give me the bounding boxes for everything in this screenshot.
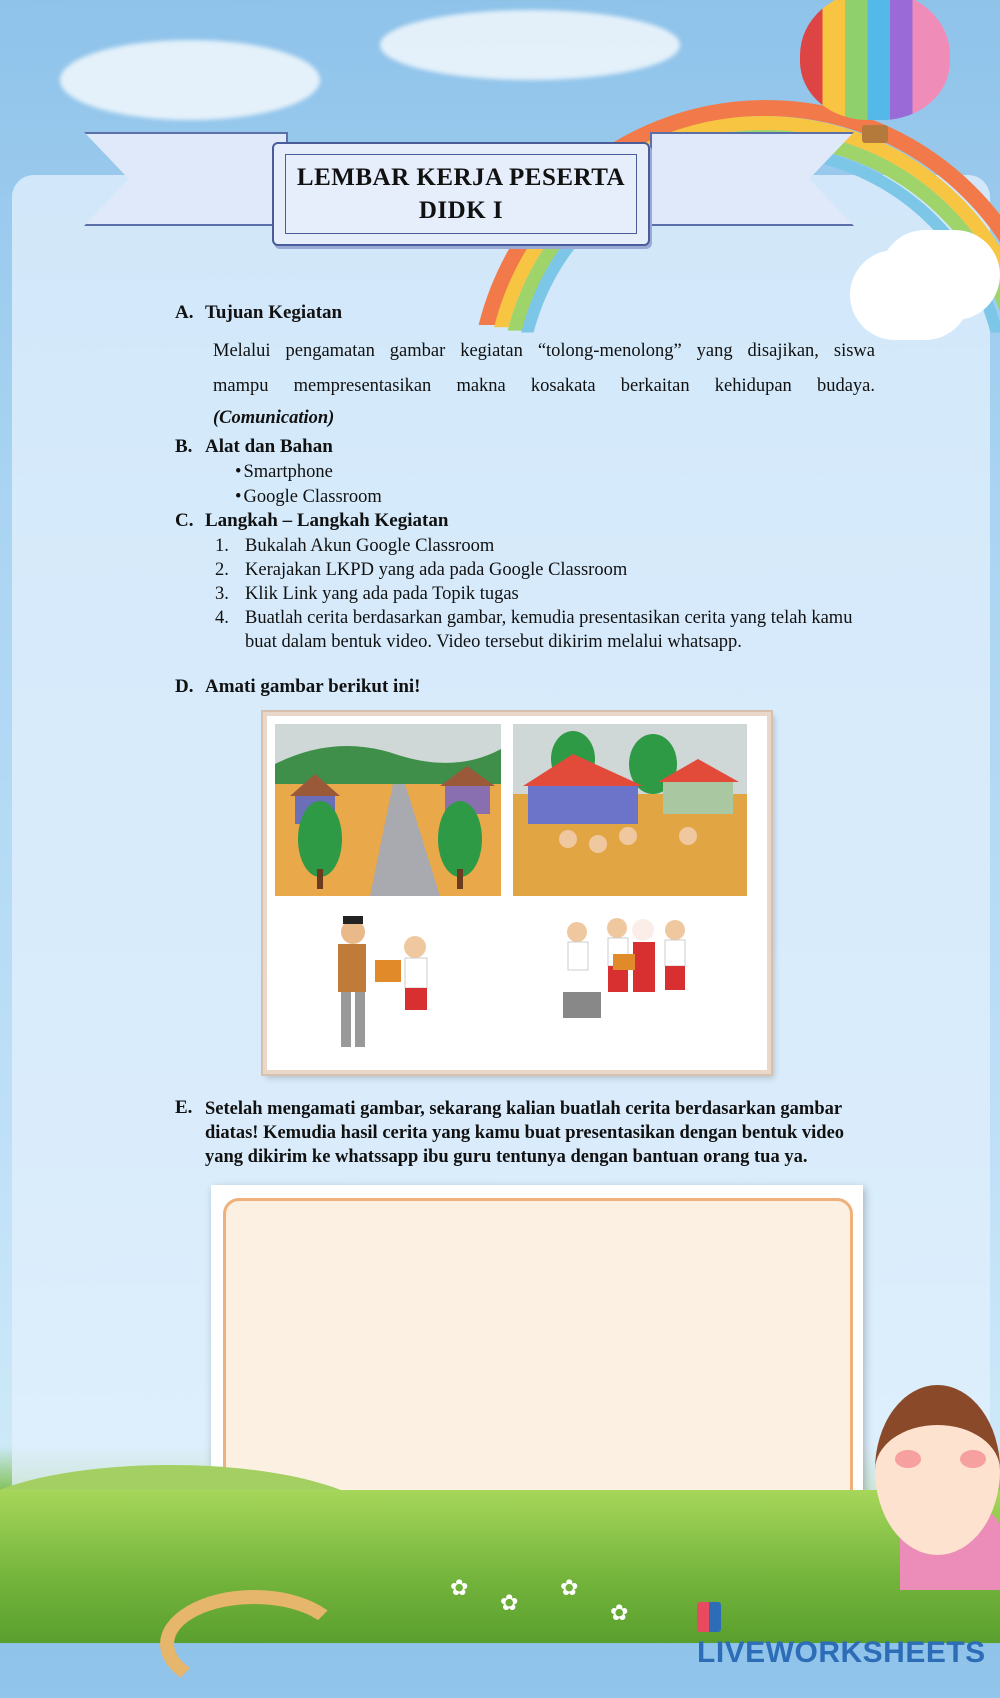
step-number: 2.: [215, 560, 229, 580]
children-helping-image: [513, 902, 747, 1062]
section-title: Alat dan Bahan: [205, 436, 333, 457]
flood-image: [513, 724, 747, 896]
title-banner: [272, 142, 650, 246]
section-e-heading: [175, 1097, 875, 1169]
list-item: [215, 534, 875, 558]
flower-icon: ✿: [560, 1575, 579, 1600]
flower-icon: ✿: [500, 1590, 519, 1615]
observation-images: [263, 712, 771, 1074]
girl-cheek: [960, 1450, 986, 1468]
list-item: [215, 558, 875, 582]
objective-tag: (Comunication): [213, 408, 335, 428]
path-decoration: [160, 1590, 348, 1698]
section-d-heading: [175, 676, 875, 698]
objective-line: mampu mempresentasikan makna kosakata berkaitan kehidupan budaya.: [213, 376, 875, 396]
steps-list: [215, 534, 875, 654]
section-letter: E.: [175, 1097, 193, 1118]
list-item: • Smartphone: [235, 460, 875, 485]
step-text: Buatlah cerita berdasarkan gambar, kemudia presentasikan cerita yang telah kamu buat dalam bentuk video. Video tersebut dikirim melalui whatsapp.: [245, 608, 853, 652]
village-road-illustration: [275, 724, 501, 896]
section-letter: C.: [175, 510, 194, 531]
step-text: Klik Link yang ada pada Topik tugas: [245, 584, 519, 604]
cloud-decoration: [60, 40, 320, 120]
cloud-decoration: [880, 230, 1000, 320]
title-banner-frame: [285, 154, 637, 234]
step-number: 3.: [215, 584, 229, 604]
section-letter: D.: [175, 676, 194, 697]
page-title: LEMBAR KERJA PESERTA DIDK I: [296, 164, 626, 224]
objective-line: Melalui pengamatan gambar kegiatan “tolong-menolong” yang disajikan, siswa: [213, 341, 875, 361]
step-number: 1.: [215, 536, 229, 556]
step-text: Bukalah Akun Google Classroom: [245, 536, 495, 556]
section-title: Tujuan Kegiatan: [205, 302, 343, 323]
section-c-heading: [175, 510, 875, 532]
liveworksheets-logo: [697, 1602, 1000, 1670]
list-item: [215, 582, 875, 606]
section-instruction: Setelah mengamati gambar, sekarang kalian buatlah cerita berdasarkan gambar diatas! Kemudia hasil cerita yang kamu buat presentasikan dengan bentuk video yang dikirim ke whatssapp ibu guru tentunya dengan bantuan orang tua ya.: [205, 1099, 845, 1167]
section-title: Amati gambar berikut ini!: [205, 676, 421, 697]
logo-text: LIVEWORKSHEETS: [697, 1636, 986, 1669]
flower-icon: ✿: [450, 1575, 469, 1600]
girl-illustration-head: [875, 1385, 1000, 1555]
children-helping-illustration: [513, 902, 747, 1062]
giving-box-image: [275, 902, 501, 1062]
step-text: Kerajakan LKPD yang ada pada Google Classroom: [245, 560, 628, 580]
cloud-decoration: [380, 10, 680, 80]
section-a-heading: [175, 302, 875, 324]
section-letter: B.: [175, 436, 193, 457]
village-road-image: [275, 724, 501, 896]
list-item: • Google Classroom: [235, 485, 875, 510]
section-letter: A.: [175, 302, 194, 323]
section-title: Langkah – Langkah Kegiatan: [205, 510, 449, 531]
hot-air-balloon-icon: [800, 0, 950, 120]
balloon-basket-icon: [862, 125, 888, 143]
materials-list: [235, 460, 875, 510]
flood-illustration: [513, 724, 747, 896]
worksheet-content: [175, 302, 875, 698]
section-b-heading: [175, 436, 875, 458]
liveworksheets-badge-icon: [697, 1602, 721, 1632]
girl-cheek: [895, 1450, 921, 1468]
giving-box-illustration: [275, 902, 501, 1062]
step-number: 4.: [215, 608, 229, 628]
section-e: [175, 1097, 875, 1169]
flower-icon: ✿: [610, 1600, 629, 1625]
list-item: [215, 606, 875, 654]
